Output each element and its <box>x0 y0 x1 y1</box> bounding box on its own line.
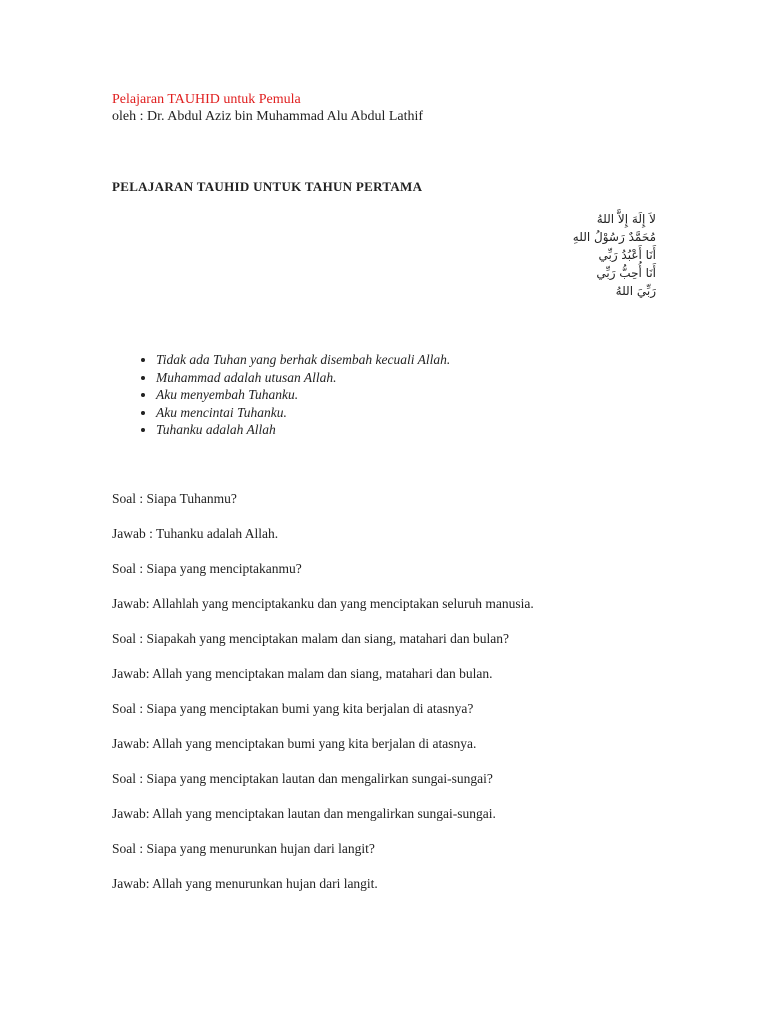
answer-line: Jawab: Allah yang menciptakan malam dan siang, matahari dan bulan. <box>112 666 493 681</box>
answer-line: Jawab: Allah yang menurunkan hujan dari langit. <box>112 876 378 891</box>
document-author: oleh : Dr. Abdul Aziz bin Muhammad Alu Abdul Lathif <box>112 109 424 124</box>
arabic-line: أَنَا أُحِبُّ رَبِّي <box>596 266 656 280</box>
question-line: Soal : Siapa yang menciptakanmu? <box>112 561 302 576</box>
arabic-line: مُحَمَّدٌ رَسُوْلُ اللهِ <box>572 230 656 244</box>
arabic-line: رَبِّيَ اللهُ <box>615 284 656 298</box>
list-item: • Aku menyembah Tuhanku. <box>156 386 450 404</box>
list-item: • Tuhanku adalah Allah <box>156 421 450 439</box>
answer-line: Jawab : Tuhanku adalah Allah. <box>112 526 279 541</box>
answer-line: Jawab: Allah yang menciptakan bumi yang kita berjalan di atasnya. <box>112 736 477 751</box>
document-title: Pelajaran TAUHID untuk Pemula <box>112 92 301 107</box>
question-line: Soal : Siapa yang menciptakan bumi yang kita berjalan di atasnya? <box>112 701 474 716</box>
question-line: Soal : Siapakah yang menciptakan malam dan siang, matahari dan bulan? <box>112 631 509 646</box>
arabic-text-block <box>456 210 656 300</box>
answer-line: Jawab: Allah yang menciptakan lautan dan mengalirkan sungai-sungai. <box>112 806 496 821</box>
list-item: • Aku mencintai Tuhanku. <box>156 404 450 422</box>
arabic-line: أَنَا أَعْبُدُ رَبِّي <box>598 248 656 262</box>
question-answer-list <box>112 490 534 910</box>
list-item: • Tidak ada Tuhan yang berhak disembah kecuali Allah. <box>156 351 450 369</box>
question-line: Soal : Siapa yang menciptakan lautan dan mengalirkan sungai-sungai? <box>112 771 493 786</box>
translation-list <box>134 351 450 439</box>
list-item: • Muhammad adalah utusan Allah. <box>156 369 450 387</box>
question-line: Soal : Siapa Tuhanmu? <box>112 491 237 506</box>
answer-line: Jawab: Allahlah yang menciptakanku dan yang menciptakan seluruh manusia. <box>112 596 534 611</box>
question-line: Soal : Siapa yang menurunkan hujan dari langit? <box>112 841 375 856</box>
arabic-line: لاَ إِلَهَ إِلاَّ اللهُ <box>596 212 656 226</box>
section-heading: PELAJARAN TAUHID UNTUK TAHUN PERTAMA <box>112 179 423 194</box>
